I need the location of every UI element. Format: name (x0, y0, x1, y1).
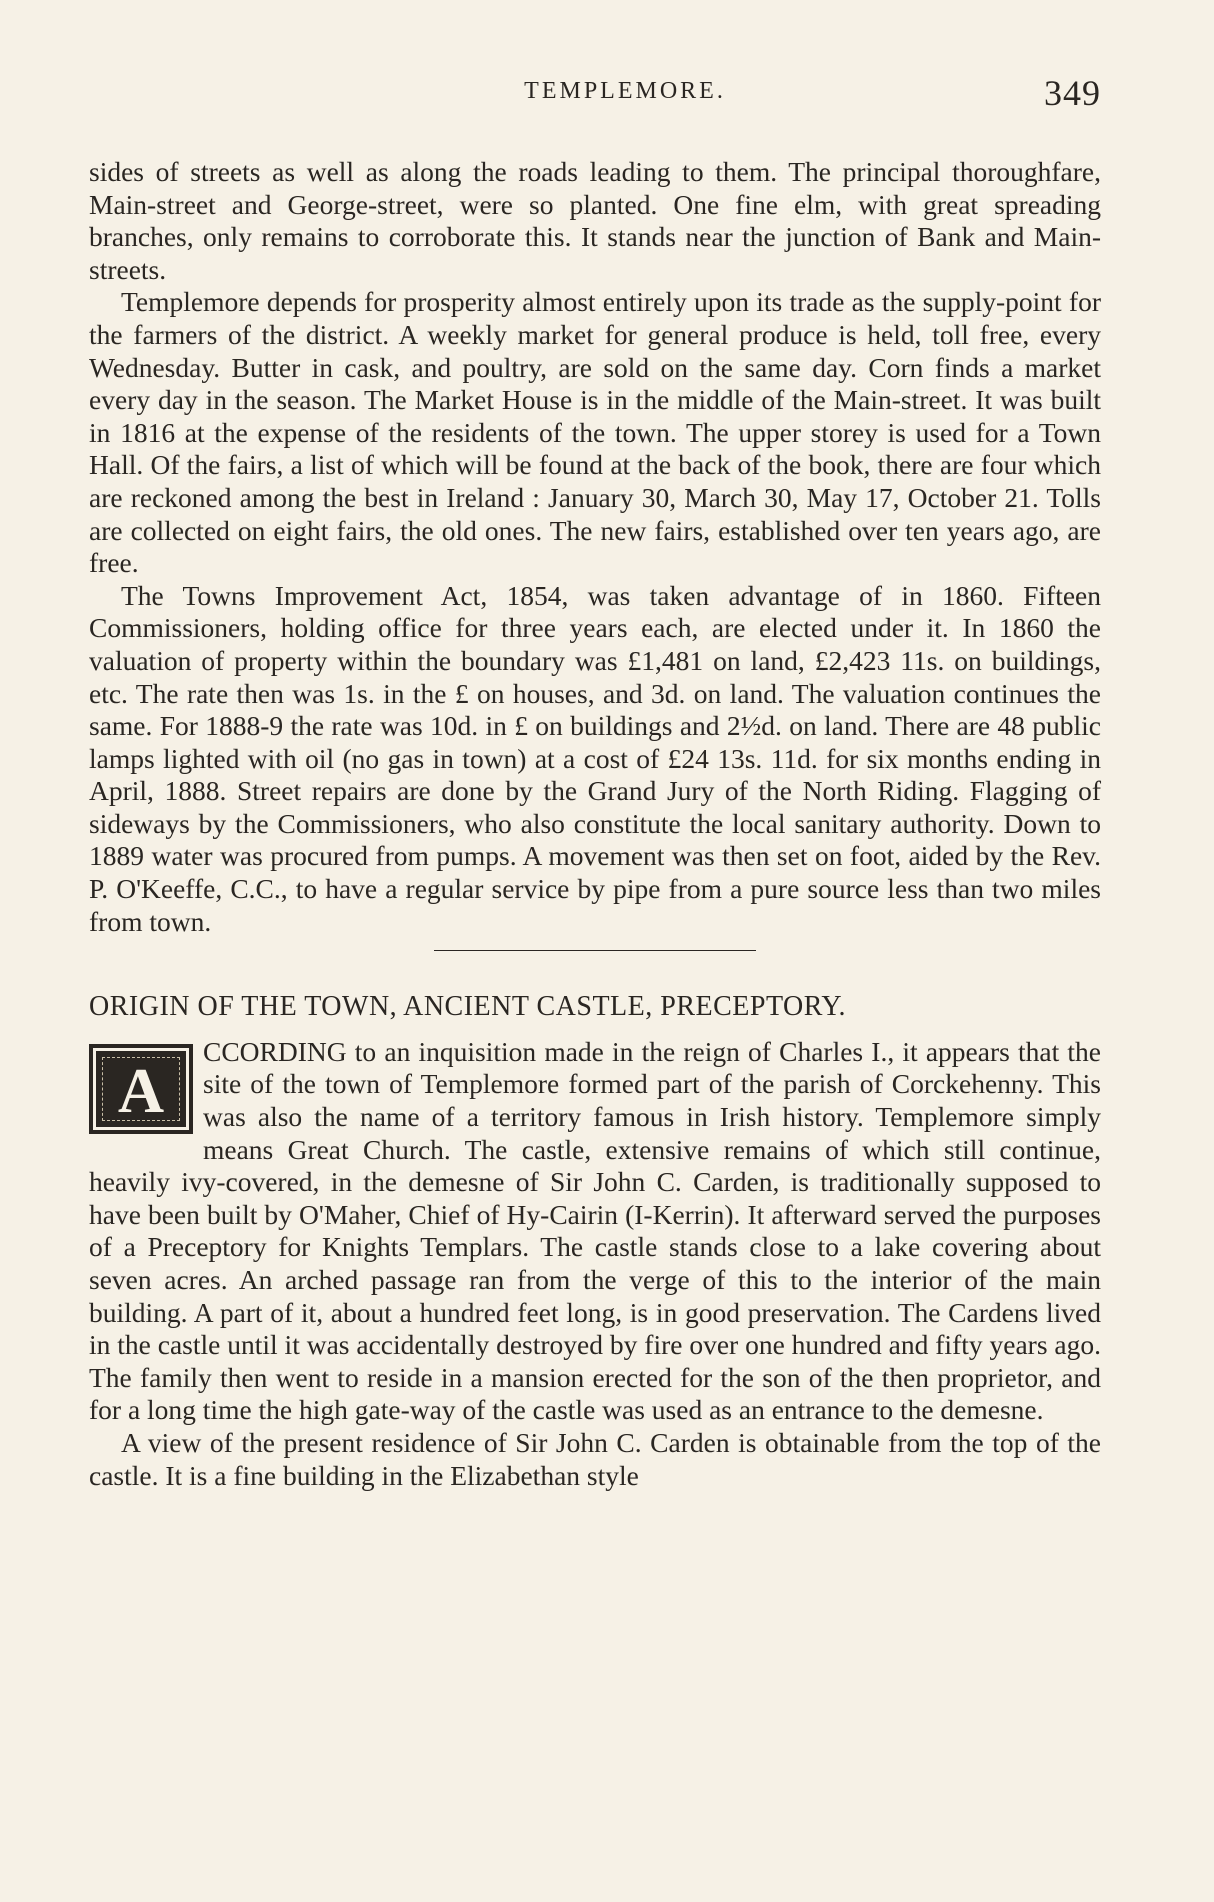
section-heading: ORIGIN OF THE TOWN, ANCIENT CASTLE, PRECEPTORY. (89, 991, 847, 1023)
book-page (89, 72, 1101, 1492)
page-number: 349 (1044, 73, 1101, 113)
section-origin (89, 1036, 1101, 1492)
paragraph-continued: sides of streets as well as along the roads leading to them. The principal thoroughfare, Main-street and George-street, were so planted. One fine elm, with great spreading branches, only remains to corroborate this. It stands near the junction of Bank and Main-streets. (89, 156, 1101, 285)
paragraph-trade: Templemore depends for prosperity almost entirely upon its trade as the supply-point for the farmers of the district. A weekly market for general produce is held, toll free, every Wednesday. Butter in cask, and poultry, are sold on the same day. Corn finds a market every day in the season. The Market House is in the middle of the Main-street. It was built in 1816 at the expense of the residents of the town. The upper storey is used for a Town Hall. Of the fairs, a list of which will be found at the back of the book, there are four which are reckoned among the best in Ireland : January 30, March 30, May 17, October 21. Tolls are collected on eight fairs, the old ones. The new fairs, established over ten years ago, are free. (89, 286, 1101, 579)
ornamental-initial (89, 1044, 193, 1134)
paragraph-towns-improvement: The Towns Improvement Act, 1854, was taken advantage of in 1860. Fifteen Commissioners, holding office for three years each, are elected under it. In 1860 the valuation of property within the boundary was £1,481 on land, £2,423 11s. on buildings, etc. The rate then was 1s. in the £ on houses, and 3d. on land. The valuation continues the same. For 1888-9 the rate was 10d. in £ on buildings and 2½d. on land. There are 48 public lamps lighted with oil (no gas in town) at a cost of £24 13s. 11d. for six months ending in April, 1888. Street repairs are done by the Grand Jury of the North Riding. Flagging of sideways by the Commissioners, who also constitute the local sanitary authority. Down to 1889 water was procured from pumps. A movement was then set on foot, aided by the Rev. P. O'Keeffe, C.C., to have a regular service by pipe from a pure source less than two miles from town. (89, 579, 1101, 937)
body-text (89, 156, 1101, 1492)
running-head (89, 72, 1101, 112)
running-title: TEMPLEMORE. (524, 78, 726, 104)
paragraph-origin: CCORDING to an inquisition made in the reign of Charles I., it appears that the site of the town of Templemore formed part of the parish of Corckehenny. This was also the name of a territory famous in Irish history. Templemore simply means Great Church. The castle, extensive remains of which still continue, heavily ivy-covered, in the demesne of Sir John C. Carden, is traditionally supposed to have been built by O'Maher, Chief of Hy-Cairin (I-Kerrin). It afterward served the purposes of a Preceptory for Knights Templars. The castle stands close to a lake covering about seven acres. An arched passage ran from the verge of this to the interior of the main building. A part of it, about a hundred feet long, is in good preservation. The Cardens lived in the castle until it was accidentally destroyed by fire over one hundred and fifty years ago. The family then went to reside in a mansion erected for the son of the then proprietor, and for a long time the high gate-way of the castle was used as an entrance to the demesne. (89, 1035, 1101, 1426)
section-divider (434, 950, 756, 951)
paragraph-residence: A view of the present residence of Sir John C. Carden is obtainable from the top of the castle. It is a fine building in the Elizabethan style (89, 1426, 1101, 1491)
initial-letter: A (117, 1054, 165, 1126)
